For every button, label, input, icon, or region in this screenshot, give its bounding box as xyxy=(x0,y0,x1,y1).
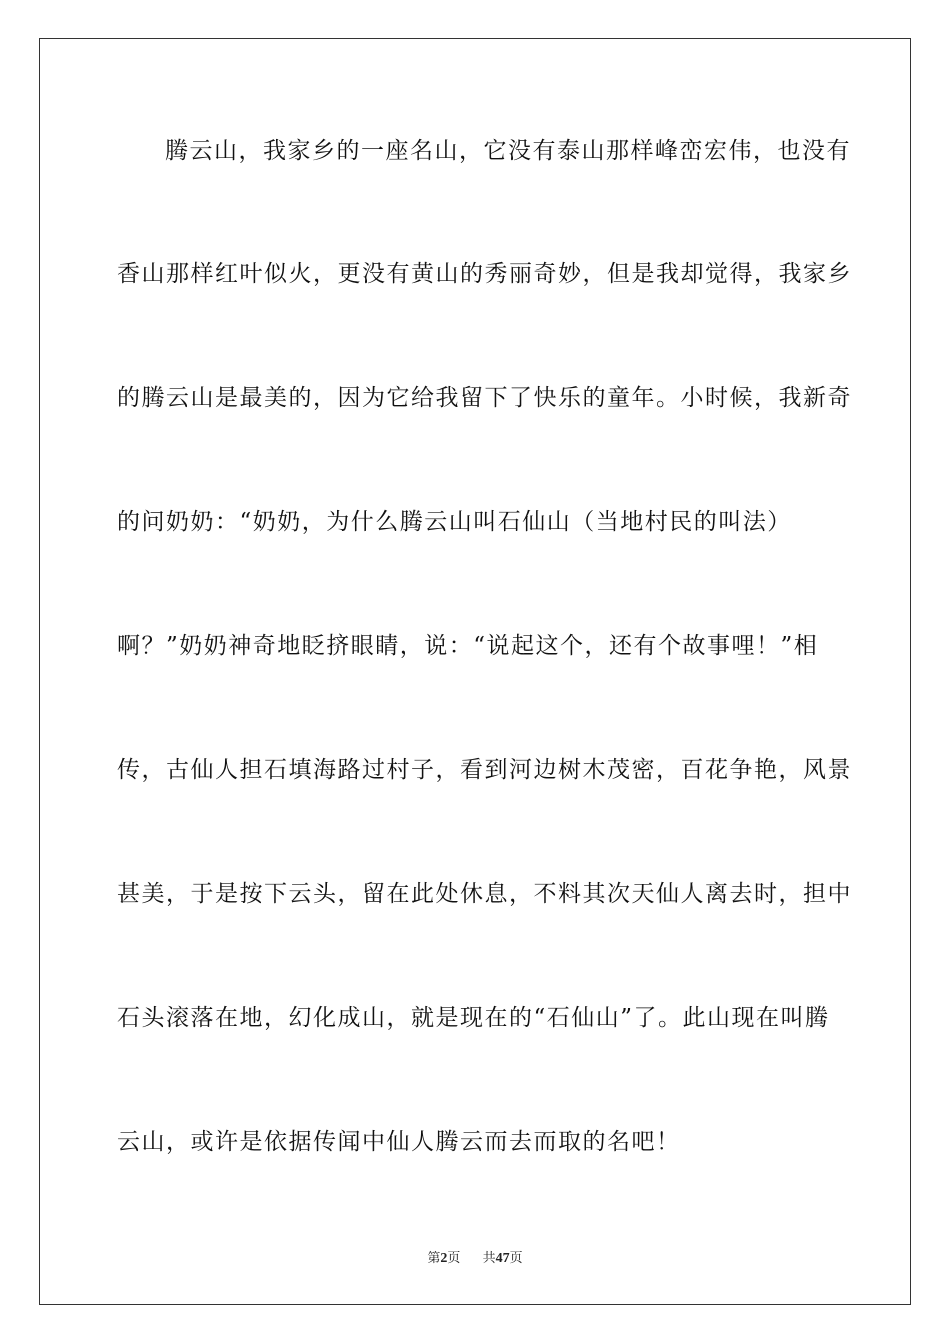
text-line-7: 甚美，于是按下云头，留在此处休息，不料其次天仙人离去时，担中 xyxy=(117,881,852,907)
page-number: 2 xyxy=(440,1251,448,1266)
page-footer xyxy=(0,1247,950,1267)
text-line-1: 腾云山，我家乡的一座名山，它没有泰山那样峰峦宏伟，也没有 xyxy=(165,138,851,164)
text-line-6: 传，古仙人担石填海路过村子，看到河边树木茂密，百花争艳，风景 xyxy=(117,757,852,783)
text-line-2: 香山那样红叶似火，更没有黄山的秀丽奇妙，但是我却觉得，我家乡 xyxy=(117,261,852,287)
text-line-5: 啊？”奶奶神奇地眨挤眼睛，说：“说起这个，还有个故事哩！”相 xyxy=(117,633,819,659)
total-suffix: 页 xyxy=(509,1251,523,1266)
text-line-8: 石头滚落在地，幻化成山，就是现在的“石仙山”了。此山现在叫腾 xyxy=(117,1005,830,1031)
page-prefix: 第 xyxy=(427,1251,441,1266)
text-line-4: 的问奶奶：“奶奶，为什么腾云山叫石仙山（当地村民的叫法） xyxy=(117,509,792,535)
page-suffix: 页 xyxy=(447,1251,461,1266)
text-line-9: 云山，或许是依据传闻中仙人腾云而去而取的名吧！ xyxy=(117,1129,681,1155)
total-prefix: 共 xyxy=(482,1251,496,1266)
page-border xyxy=(39,38,911,1305)
text-line-3: 的腾云山是最美的，因为它给我留下了快乐的童年。小时候，我新奇 xyxy=(117,385,852,411)
total-pages: 47 xyxy=(495,1251,510,1266)
